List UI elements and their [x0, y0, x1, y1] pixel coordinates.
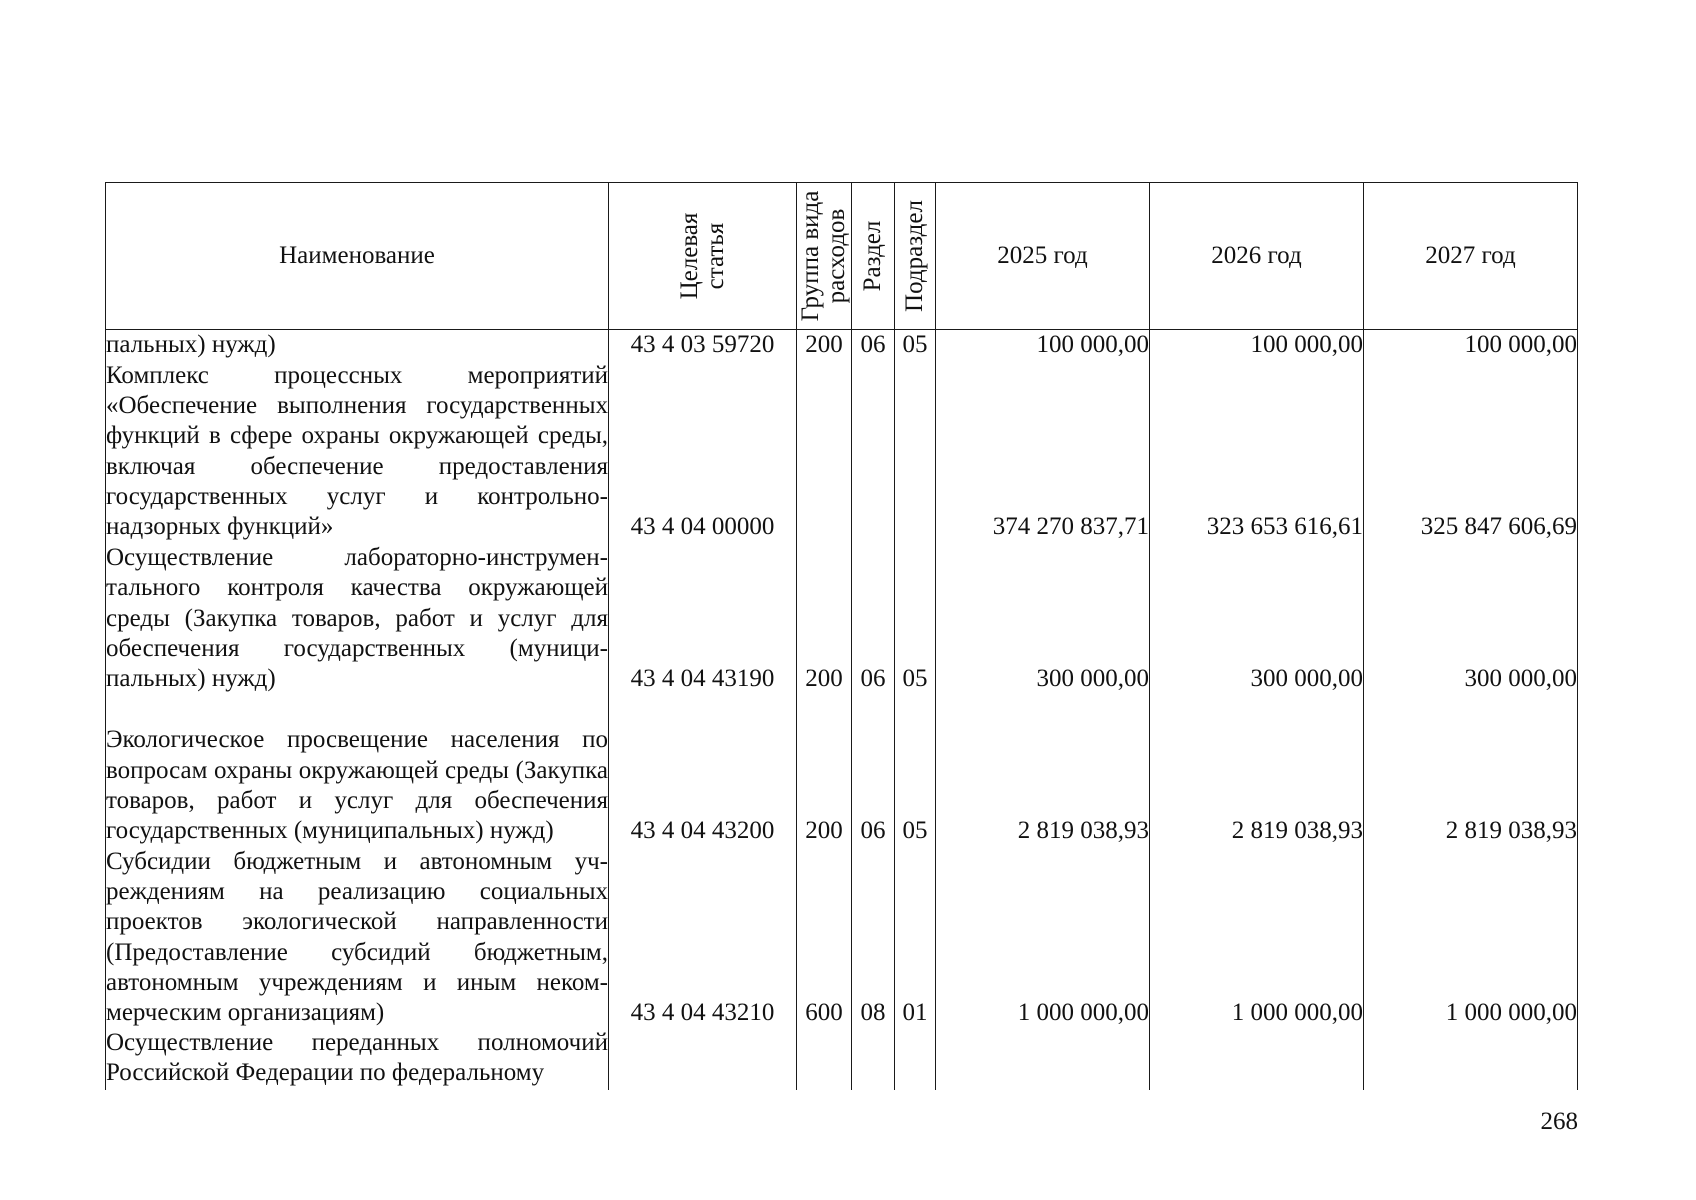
- row-2027: 1 000 000,00: [1364, 846, 1578, 1028]
- row-2026: 323 653 616,61: [1150, 360, 1364, 542]
- header-2025: 2025 год: [936, 183, 1150, 330]
- row-target: 43 4 04 43200: [609, 694, 797, 846]
- row-2027: 300 000,00: [1364, 542, 1578, 694]
- row-target: 43 4 04 43190: [609, 542, 797, 694]
- row-section: [852, 1028, 895, 1090]
- row-name: Осуществление лабораторно-инструментального контроля качества окружающей среды (Закупка товаров, работ и услуг для обеспечения государственных (муниципальных) нужд): [106, 542, 609, 694]
- table-row: [106, 1028, 1578, 1090]
- row-target: [609, 1028, 797, 1090]
- row-group: [797, 1028, 852, 1090]
- row-name: Осуществление переданных полномочий Российской Федерации по федеральному: [106, 1028, 609, 1090]
- header-2026: 2026 год: [1150, 183, 1364, 330]
- row-section: 08: [852, 846, 895, 1028]
- header-target: [609, 183, 797, 330]
- row-section: [852, 360, 895, 542]
- row-name: Экологическое просвещение населения по вопросам охраны окружающей среды (Закупка товаров, работ и услуг для обеспечения государственных (муниципальных) нужд): [106, 694, 609, 846]
- page-number: 268: [1540, 1108, 1578, 1135]
- row-subsection: [895, 1028, 936, 1090]
- table-row: [106, 846, 1578, 1028]
- table-row: [106, 360, 1578, 542]
- row-2027: 2 819 038,93: [1364, 694, 1578, 846]
- row-2025: [936, 1028, 1150, 1090]
- row-2027: [1364, 1028, 1578, 1090]
- header-section-label: Раздел: [858, 220, 886, 292]
- row-group: 200: [797, 542, 852, 694]
- row-subsection: 05: [895, 694, 936, 846]
- row-name: пальных) нужд): [106, 330, 609, 361]
- row-2025: 100 000,00: [936, 330, 1150, 361]
- table-row: [106, 542, 1578, 694]
- row-2026: 100 000,00: [1150, 330, 1364, 361]
- row-group: 200: [797, 330, 852, 361]
- header-subsection: [895, 183, 936, 330]
- row-2025: 374 270 837,71: [936, 360, 1150, 542]
- header-target-label: Целевая статья: [675, 212, 729, 300]
- row-2027: 100 000,00: [1364, 330, 1578, 361]
- row-2026: 1 000 000,00: [1150, 846, 1364, 1028]
- row-2026: [1150, 1028, 1364, 1090]
- header-name: Наименование: [106, 183, 609, 330]
- row-2027: 325 847 606,69: [1364, 360, 1578, 542]
- row-group: [797, 360, 852, 542]
- row-target: 43 4 03 59720: [609, 330, 797, 361]
- table-row: [106, 330, 1578, 361]
- row-subsection: 05: [895, 330, 936, 361]
- header-section: [852, 183, 895, 330]
- row-2026: 2 819 038,93: [1150, 694, 1364, 846]
- header-group: [797, 183, 852, 330]
- row-group: 200: [797, 694, 852, 846]
- row-2026: 300 000,00: [1150, 542, 1364, 694]
- row-section: 06: [852, 542, 895, 694]
- row-name: Субсидии бюджетным и автономным учреждениям на реализацию социальных проектов экологической направленности (Предоставление субсидий бюджетным, автономным учреждениям и иным некоммерческим организациям): [106, 846, 609, 1028]
- row-target: 43 4 04 43210: [609, 846, 797, 1028]
- row-subsection: 05: [895, 542, 936, 694]
- row-2025: 300 000,00: [936, 542, 1150, 694]
- header-2027: 2027 год: [1364, 183, 1578, 330]
- header-group-label: Группа вида расходов: [796, 190, 850, 322]
- row-group: 600: [797, 846, 852, 1028]
- row-2025: 1 000 000,00: [936, 846, 1150, 1028]
- table-row: [106, 694, 1578, 846]
- budget-table: [105, 182, 1578, 1090]
- header-subsection-label: Подраздел: [900, 200, 928, 312]
- row-subsection: [895, 360, 936, 542]
- row-section: 06: [852, 694, 895, 846]
- table-header-row: [106, 183, 1578, 330]
- row-2025: 2 819 038,93: [936, 694, 1150, 846]
- row-section: 06: [852, 330, 895, 361]
- row-name: Комплекс процессных мероприятий «Обеспечение выполнения государственных функций в сфере охраны окружающей среды, включая обеспечение предоставления государственных услуг и контрольно-надзорных функций»: [106, 360, 609, 542]
- row-subsection: 01: [895, 846, 936, 1028]
- row-target: 43 4 04 00000: [609, 360, 797, 542]
